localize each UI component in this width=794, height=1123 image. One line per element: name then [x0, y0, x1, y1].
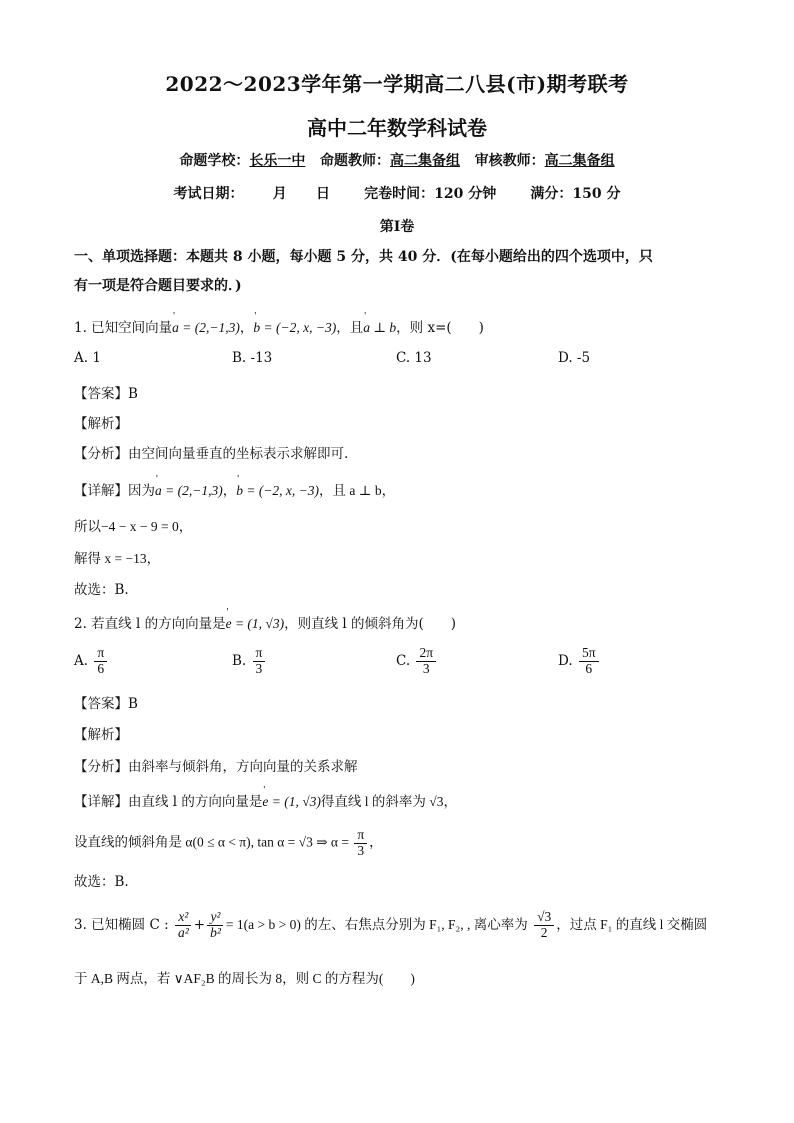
q1-condition: ' a ⊥ b — [363, 320, 396, 336]
exam-title: 2022～2023学年第一学期高二八县(市)期考联考 — [165, 72, 629, 96]
school-label: 命题学校： — [179, 153, 250, 169]
q3-ecc-den: 2 — [540, 924, 548, 940]
q1-vector-b: ' b = (−2, x, −3) — [253, 320, 336, 336]
q3-ecc-num: √3 — [534, 910, 554, 926]
q2-option-d-num: 5π — [579, 646, 599, 662]
q2-xiangjie — [74, 790, 457, 810]
full-score: 满分：150 分 — [530, 186, 621, 202]
q2-option-a-num: π — [94, 646, 107, 662]
q2-option-b-den: 3 — [255, 660, 263, 676]
q2-answer: 【答案】B — [74, 696, 138, 712]
q1-xiangjie-condition: 且 a ⊥ b， — [332, 483, 396, 498]
q1-choice: 故选：B. — [74, 582, 129, 598]
question-1 — [74, 316, 484, 336]
day-label: 日 — [316, 186, 331, 202]
section-heading-line1: 一、单项选择题：本题共 8 小题，每小题 5 分，共 40 分．(在每小题给出的四个选项中，只 — [74, 249, 653, 265]
q2-xiangjie-prefix: 【详解】由直线 l 的方向向量是 — [74, 794, 263, 810]
q2-option-b-num: π — [253, 646, 266, 662]
q1-xiangjie-vector-a: ' a = (2,−1,3) — [155, 483, 223, 499]
q1-analysis-tag: 【解析】 — [74, 416, 128, 432]
q2-xiangjie-suffix: 得直线 l 的斜率为 √3， — [320, 794, 457, 809]
q1-step1: 所以−4 − x − 9 = 0， — [74, 519, 193, 534]
q2-step1-num: π — [354, 828, 367, 844]
q3-eq-num2: y² — [207, 910, 223, 926]
q2-option-b-label: B. — [232, 652, 247, 669]
q2-option-c-den: 3 — [422, 660, 430, 676]
question-3: 3. 已知椭圆 C : $\frac{\text{x²}}{\text{a²}}$ + $\frac{\text{y²}}{\text{b²}}$ = 1(a > b > 0) 的左、右焦点分别为 F₁, F₂, , 离心率为 $\frac{√3}{2}$ ，过点 F₁ 的直线 l 交椭圆 — [74, 909, 708, 940]
q3-line2: 于 A,B 两点，若 ∨AF₂B 的周长为 8，则 C 的方程为( ) — [74, 971, 415, 986]
question-2 — [74, 612, 456, 632]
q2-option-d-den: 6 — [585, 660, 593, 676]
q3-eq-den2: b² — [210, 924, 221, 940]
q2-prefix: 2. 若直线 l 的方向向量是 — [74, 616, 226, 632]
section-heading-line2: 有一项是符合题目要求的．) — [74, 278, 242, 294]
q2-option-a — [74, 646, 109, 677]
q1-option-a: A. 1 — [74, 350, 101, 366]
q2-xiangjie-vector: ' e = (1, √3) — [262, 794, 321, 810]
q2-step1-den: 3 — [357, 842, 365, 858]
q1-xiangjie-vector-b: ' b = (−2, x, −3) — [236, 483, 319, 499]
q1-prefix: 1. 已知空间向量 — [74, 320, 173, 336]
setter-value: 高二集备组 — [390, 153, 460, 169]
q2-step1-suffix: ， — [369, 834, 383, 850]
q2-step1-prefix: 设直线的倾斜角是 α(0 ≤ α < π), tan α = √3 ⇒ α = — [74, 834, 349, 850]
q1-step2: 解得 x = −13， — [74, 551, 161, 566]
reviewer-value: 高二集备组 — [544, 153, 615, 169]
setter-label: 命题教师： — [320, 153, 390, 169]
q1-option-d: D. -5 — [558, 350, 591, 366]
q2-option-a-label: A. — [74, 652, 89, 669]
duration: 完卷时间：120 分钟 — [364, 186, 497, 202]
exam-subtitle: 高中二年数学科试卷 — [307, 116, 487, 140]
q2-choice: 故选：B. — [74, 874, 129, 890]
q1-answer: 【答案】B — [74, 386, 138, 402]
q1-ask: ，则 x=( ) — [396, 320, 484, 336]
q2-analysis-tag: 【解析】 — [74, 727, 128, 743]
q2-fenxi: 【分析】由斜率与倾斜角，方向向量的关系求解 — [74, 759, 358, 775]
q1-fenxi: 【分析】由空间向量垂直的坐标表示求解即可. — [74, 446, 349, 462]
q3-prefix: 3. 已知椭圆 C : — [74, 916, 169, 933]
q3-eq-num1: x² — [175, 910, 191, 926]
q1-sep: ， — [239, 320, 254, 336]
q3-eq-rest: = 1(a > b > 0) 的左、右焦点分别为 F₁, F₂, , 离心率为 — [225, 916, 528, 932]
q1-option-c: C. 13 — [396, 350, 432, 366]
q2-option-c-num: 2π — [416, 646, 436, 662]
setter-info — [0, 150, 794, 170]
q2-ask: ，则直线 l 的倾斜角为( ) — [284, 616, 457, 632]
date-label: 考试日期： — [173, 186, 244, 202]
q2-option-b — [232, 646, 267, 677]
q1-vector-a: ' a = (2,−1,3) — [172, 320, 240, 336]
volume-label: 第Ⅰ卷 — [379, 219, 415, 235]
exam-info — [0, 183, 794, 203]
q2-vector-e: ' e = (1, √3) — [226, 616, 285, 632]
q2-option-a-den: 6 — [97, 660, 105, 676]
q2-step1 — [74, 828, 383, 859]
q1-option-b: B. -13 — [232, 350, 273, 366]
q2-option-d-label: D. — [558, 652, 573, 669]
reviewer-label: 审核教师： — [474, 153, 545, 169]
school-value: 长乐一中 — [249, 153, 306, 169]
q3-eq-den1: a² — [177, 924, 189, 940]
q1-cond-prefix: ，且 — [336, 320, 364, 336]
q3-tail: ，过点 F₁ 的直线 l 交椭圆 — [556, 916, 708, 932]
q2-option-c-label: C. — [396, 652, 411, 669]
q2-option-d — [558, 646, 601, 677]
q1-xiangjie: 【详解】因为' a = (2,−1,3)，' b = (−2, x, −3)，且 a ⊥ b， — [74, 479, 395, 499]
q2-option-c — [396, 646, 438, 677]
month-label: 月 — [272, 186, 287, 202]
q1-xiangjie-prefix: 【详解】因为 — [74, 483, 155, 499]
